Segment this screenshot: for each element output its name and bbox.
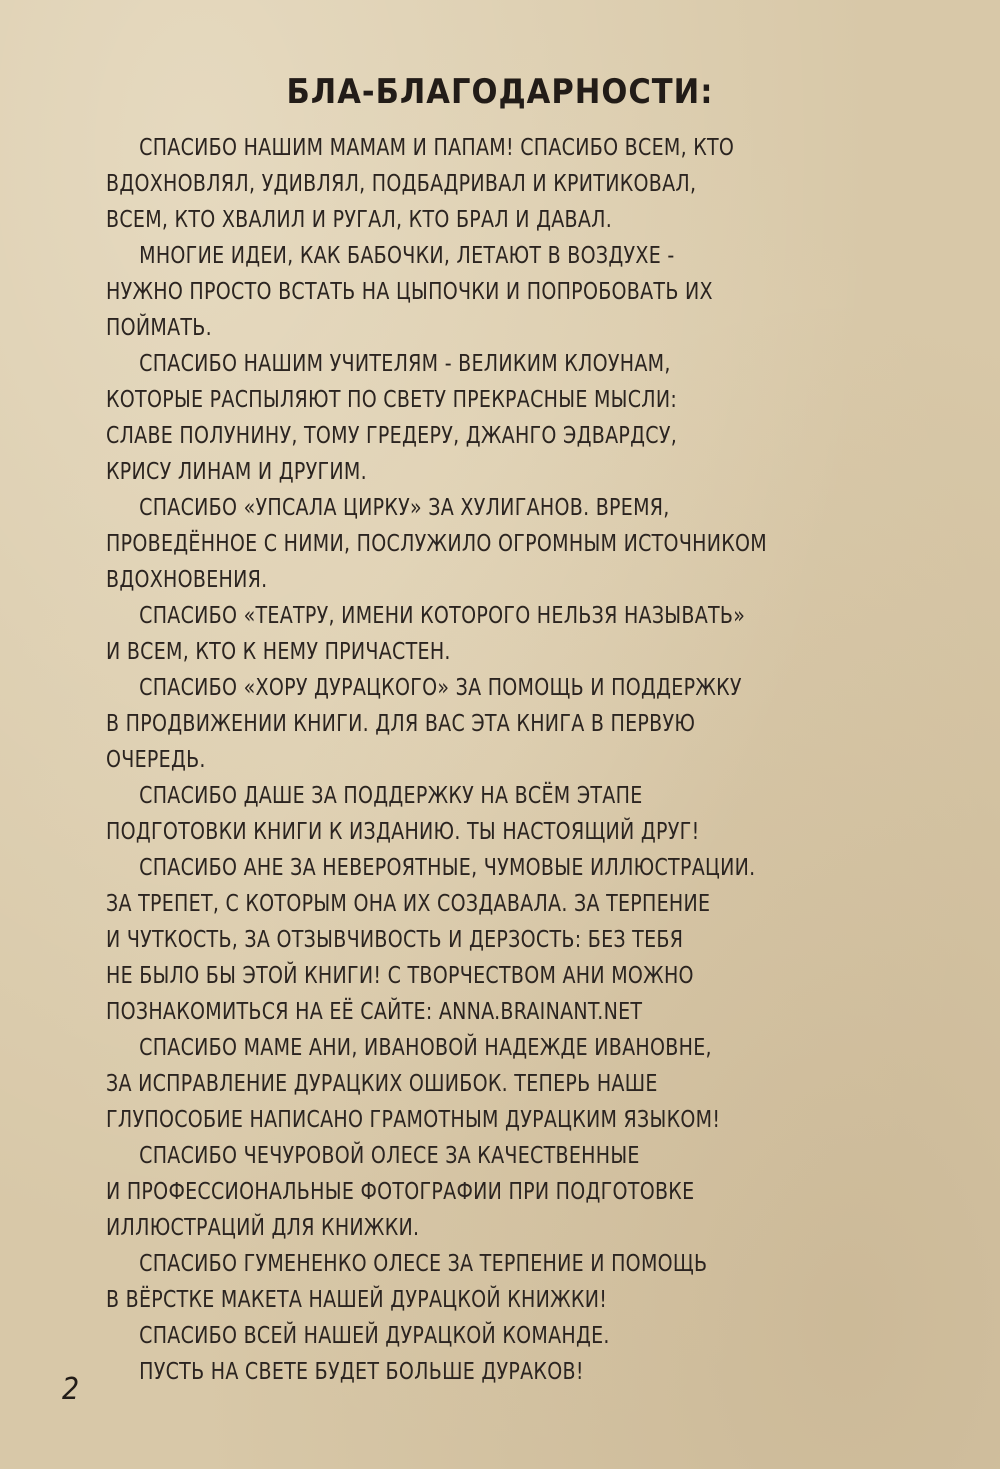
- text-line: В ПРОДВИЖЕНИИ КНИГИ. ДЛЯ ВАС ЭТА КНИГА В ПЕРВУЮ: [106, 711, 696, 737]
- text-line: ПРОВЕДЁННОЕ С НИМИ, ПОСЛУЖИЛО ОГРОМНЫМ ИСТОЧНИКОМ: [106, 531, 768, 557]
- text-line: СПАСИБО ВСЕЙ НАШЕЙ ДУРАЦКОЙ КОМАНДЕ.: [139, 1323, 610, 1349]
- text-line: СПАСИБО НАШИМ УЧИТЕЛЯМ - ВЕЛИКИМ КЛОУНАМ,: [139, 351, 671, 377]
- text-line: И ПРОФЕССИОНАЛЬНЫЕ ФОТОГРАФИИ ПРИ ПОДГОТОВКЕ: [106, 1179, 695, 1205]
- text-line: ПУСТЬ НА СВЕТЕ БУДЕТ БОЛЬШЕ ДУРАКОВ!: [139, 1359, 584, 1385]
- text-line: И ВСЕМ, КТО К НЕМУ ПРИЧАСТЕН.: [106, 639, 451, 665]
- text-line: СЛАВЕ ПОЛУНИНУ, ТОМУ ГРЕДЕРУ, ДЖАНГО ЭДВАРДСУ,: [106, 423, 678, 449]
- text-line: КРИСУ ЛИНАМ И ДРУГИМ.: [106, 459, 367, 485]
- text-line: В ВЁРСТКЕ МАКЕТА НАШЕЙ ДУРАЦКОЙ КНИЖКИ!: [106, 1287, 608, 1313]
- text-line: СПАСИБО НАШИМ МАМАМ И ПАПАМ! СПАСИБО ВСЕМ, КТО: [139, 135, 735, 161]
- text-line: СПАСИБО «ХОРУ ДУРАЦКОГО» ЗА ПОМОЩЬ И ПОДДЕРЖКУ: [139, 675, 742, 701]
- text-line: ГЛУПОСОБИЕ НАПИСАНО ГРАМОТНЫМ ДУРАЦКИМ ЯЗЫКОМ!: [106, 1107, 721, 1133]
- text-line: КОТОРЫЕ РАСПЫЛЯЮТ ПО СВЕТУ ПРЕКРАСНЫЕ МЫСЛИ:: [106, 387, 678, 413]
- text-line: ОЧЕРЕДЬ.: [106, 747, 206, 773]
- text-line: ВСЕМ, КТО ХВАЛИЛ И РУГАЛ, КТО БРАЛ И ДАВАЛ.: [106, 207, 613, 233]
- text-line: МНОГИЕ ИДЕИ, КАК БАБОЧКИ, ЛЕТАЮТ В ВОЗДУХЕ -: [139, 243, 675, 269]
- text-line: НЕ БЫЛО БЫ ЭТОЙ КНИГИ! С ТВОРЧЕСТВОМ АНИ МОЖНО: [106, 963, 694, 989]
- text-line: СПАСИБО «УПСАЛА ЦИРКУ» ЗА ХУЛИГАНОВ. ВРЕМЯ,: [139, 495, 670, 521]
- text-line: СПАСИБО МАМЕ АНИ, ИВАНОВОЙ НАДЕЖДЕ ИВАНОВНЕ,: [139, 1035, 712, 1061]
- text-line: ВДОХНОВЛЯЛ, УДИВЛЯЛ, ПОДБАДРИВАЛ И КРИТИКОВАЛ,: [106, 171, 697, 197]
- text-line: ИЛЛЮСТРАЦИЙ ДЛЯ КНИЖКИ.: [106, 1215, 420, 1241]
- text-line: СПАСИБО ГУМЕНЕНКО ОЛЕСЕ ЗА ТЕРПЕНИЕ И ПОМОЩЬ: [139, 1251, 708, 1277]
- text-line: СПАСИБО «ТЕАТРУ, ИМЕНИ КОТОРОГО НЕЛЬЗЯ НАЗЫВАТЬ»: [139, 603, 746, 629]
- text-line: НУЖНО ПРОСТО ВСТАТЬ НА ЦЫПОЧКИ И ПОПРОБОВАТЬ ИХ: [106, 279, 713, 305]
- text-line: СПАСИБО ЧЕЧУРОВОЙ ОЛЕСЕ ЗА КАЧЕСТВЕННЫЕ: [139, 1143, 640, 1169]
- text-line: СПАСИБО АНЕ ЗА НЕВЕРОЯТНЫЕ, ЧУМОВЫЕ ИЛЛЮСТРАЦИИ.: [139, 855, 756, 881]
- page-title: БЛА-БЛАГОДАРНОСТИ:: [286, 72, 714, 112]
- text-line: СПАСИБО ДАШЕ ЗА ПОДДЕРЖКУ НА ВСЁМ ЭТАПЕ: [139, 783, 643, 809]
- text-line: ПОЗНАКОМИТЬСЯ НА ЕЁ САЙТЕ: ANNA.BRAINANT.NET: [106, 999, 643, 1025]
- text-line: ПОЙМАТЬ.: [106, 315, 212, 341]
- text-line: ПОДГОТОВКИ КНИГИ К ИЗДАНИЮ. ТЫ НАСТОЯЩИЙ ДРУГ!: [106, 819, 700, 845]
- text-line: ВДОХНОВЕНИЯ.: [106, 567, 268, 593]
- text-line: ЗА ИСПРАВЛЕНИЕ ДУРАЦКИХ ОШИБОК. ТЕПЕРЬ НАШЕ: [106, 1071, 658, 1097]
- text-line: И ЧУТКОСТЬ, ЗА ОТЗЫВЧИВОСТЬ И ДЕРЗОСТЬ: БЕЗ ТЕБЯ: [106, 927, 684, 953]
- page-number: 2: [62, 1372, 80, 1407]
- text-line: ЗА ТРЕПЕТ, С КОТОРЫМ ОНА ИХ СОЗДАВАЛА. ЗА ТЕРПЕНИЕ: [106, 891, 711, 917]
- acknowledgements-text: [106, 130, 906, 1390]
